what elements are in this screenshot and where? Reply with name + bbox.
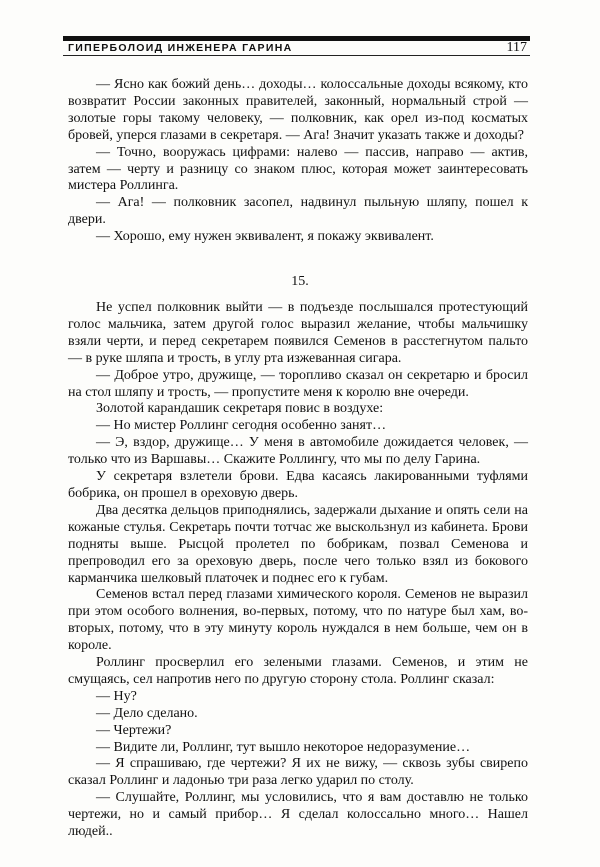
paragraph: — Доброе утро, дружище, — торопливо сказал он секретарю и бросил на стол шляпу и трость, — пропустите меня к королю вне очереди.: [68, 367, 528, 400]
paragraph: — Ясно как божий день… доходы… колоссальные доходы всякому, кто возвратит России законных правителей, законный, нормальный строй — золотые горы такому человеку, — полковник, как орел из-под косматых бровей, уперся глазами в секретаря. — Ага! Значит указать также и доходы?: [68, 77, 528, 143]
paragraph: — Э, вздор, дружище… У меня в автомобиле дожидается человек, — только что из Варшавы… Скажите Роллингу, что мы по делу Гарина.: [68, 435, 528, 468]
paragraph: Семенов встал перед глазами химического короля. Семенов не выразил при этом особого волнения, во-первых, потому, что по натуре был хам, во-вторых, потому, что в эту минуту король нуждался в нем больше, чем он в короле.: [68, 587, 528, 654]
paragraph: У секретаря взлетели брови. Едва касаясь лакированными туфлями бобрика, он прошел в ореховую дверь.: [68, 469, 528, 501]
running-header-title: ГИПЕРБОЛОИД ИНЖЕНЕРА ГАРИНА: [68, 42, 293, 54]
paragraph: — Чертежи?: [96, 722, 172, 738]
paragraph: — Слушайте, Роллинг, мы условились, что я вам доставлю не только чертежи, но и самый прибор… Я сделал колоссально много… Нашел людей..: [68, 790, 528, 840]
paragraph: Два десятка дельцов приподнялись, задержали дыхание и опять сели на кожаные стулья. Секретарь почти тотчас же выскользнул из кабинета. Брови подняты выше. Рысцой пролетел по бобрикам, позвал Семенова и препроводил его за ореховую дверь, после чего только взял из бокового карманчика шелковый платочек и поднес его к губам.: [68, 502, 528, 586]
paragraph: — Точно, вооружась цифрами: налево — пассив, направо — актив, затем — черту и разницу со знаком плюс, которая может заинтересовать мистера Роллинга.: [68, 144, 528, 194]
paragraph: — Дело сделано.: [96, 705, 198, 721]
text-block-chapter: [68, 300, 528, 841]
paragraph: — Ага! — полковник засопел, надвинул пыльную шляпу, пошел к двери.: [68, 195, 528, 228]
paragraph: — Видите ли, Роллинг, тут вышло некоторое недоразумение…: [96, 739, 471, 755]
paragraph: — Я спрашиваю, где чертежи? Я их не вижу, — сквозь зубы свирепо сказал Роллинг и ладонью три раза легко ударил по столу.: [68, 756, 528, 789]
page-number: 117: [506, 40, 527, 55]
chapter-number: 15.: [291, 274, 309, 289]
paragraph: — Но мистер Роллинг сегодня особенно занят…: [96, 418, 387, 434]
paragraph: — Хорошо, ему нужен эквивалент, я покажу эквивалент.: [96, 229, 434, 245]
paragraph: Золотой карандашик секретаря повис в воздухе:: [96, 401, 384, 417]
text-block-top: [68, 77, 528, 246]
paragraph: — Ну?: [96, 688, 137, 704]
paragraph: Не успел полковник выйти — в подъезде послышался протестующий голос мальчика, затем другой голос выразил желание, чтобы мальчишку взяли черти, и перед секретарем появился Семенов в расстегнутом пальто — в руке шляпа и трость, в углу рта изжеванная сигара.: [68, 300, 528, 366]
paragraph: Роллинг просверлил его зелеными глазами. Семенов, и этим не смущаясь, сел напротив него по другую сторону стола. Роллинг сказал:: [68, 655, 528, 687]
header-bottom-rule: [63, 55, 530, 56]
